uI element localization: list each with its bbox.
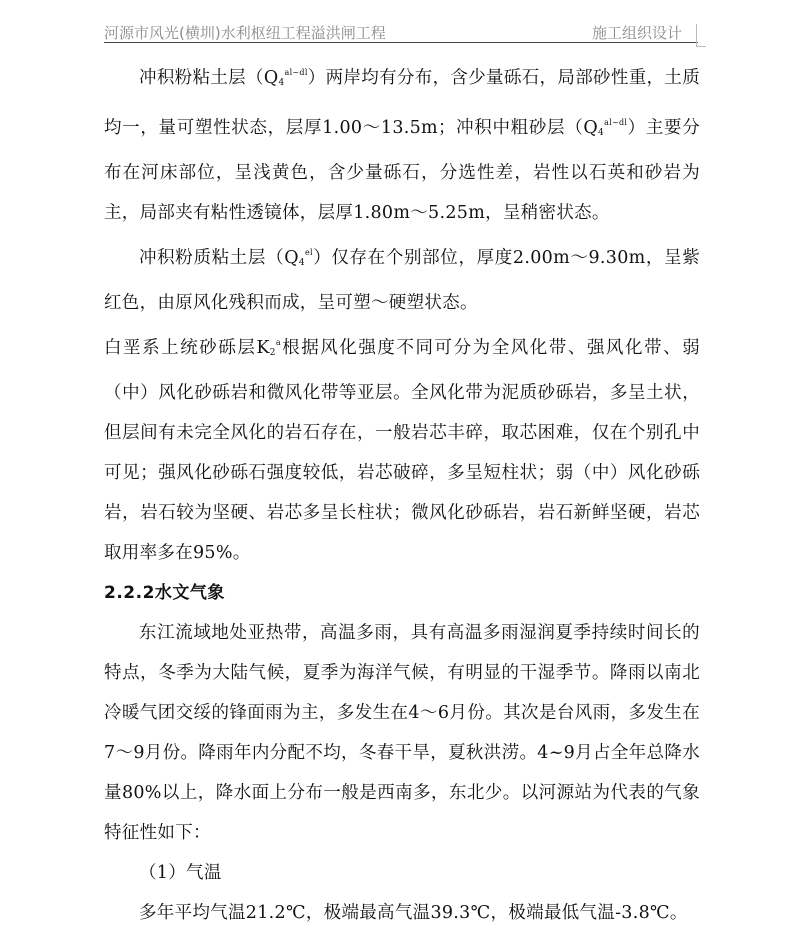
crop-mark xyxy=(696,46,706,47)
header-title: 河源市风光(横圳)水利枢纽工程溢洪闸工程 xyxy=(104,24,386,42)
list-item-temperature: （1）气温 xyxy=(139,863,222,883)
section-heading: 2.2.2水文气象 xyxy=(104,583,225,603)
crop-mark xyxy=(696,24,697,46)
paragraph-cretaceous-gravel: 白垩系上统砂砾层$K_2^a$根据风化强度不同可分为全风化带、强风化带、弱（中）风化砂砾岩和微风化带等亚层。全风化带为泥质砂砾岩，多呈土状，但层间有未完全风化的岩石存在，一般岩芯丰碎，取芯困难，仅在个别孔中可见；强风化砂砾石强度较低，岩芯破碎，多呈短柱状；弱（中）风化砂砾岩，岩石较为坚硬、岩芯多呈长柱状；微风化砂砾岩，岩石新鲜坚硬，岩芯取用率多在95%。 xyxy=(104,338,700,563)
document-body xyxy=(104,53,700,933)
page-header xyxy=(104,20,698,43)
paragraph-silty-clay: 冲积粉质粘土层$(Q_4^{el})$仅存在个别部位，厚度2.00m～9.30m，呈紫红色，由原风化残积而成，呈可塑～硬塑状态。 xyxy=(104,248,701,313)
paragraph-temperature: 多年平均气温21.2℃，极端最高气温39.3℃，极端最低气温-3.8℃。 xyxy=(139,903,688,923)
paragraph-alluvial-silt-clay: 冲积粉粘土层$(Q_4^{al\sim dl})$两岸均有分布，含少量砾石，局部砂性重，土质均一，量可塑性状态，层厚1.00～13.5m；冲积中粗砂层$(Q_4^{al\sim dl})$主要分布在河床部位，呈浅黄色，含少量砾石，分选性差，岩性以石英和砂岩为主，局部夹有粘性透镜体，层厚1.80m～5.25m，呈稍密状态。 xyxy=(104,68,701,223)
paragraph-hydrology: 东江流域地处亚热带，高温多雨，具有高温多雨湿润夏季持续时间长的特点，冬季为大陆气候，夏季为海洋气候，有明显的干湿季节。降雨以南北冷暖气团交绥的锋面雨为主，多发生在4～6月份。其次是台风雨，多发生在7～9月份。降雨年内分配不均，冬春干旱，夏秋洪涝。4~9月占全年总降水量80%以上，降水面上分布一般是西南多，东北少。以河源站为代表的气象特征性如下： xyxy=(104,623,700,843)
header-section: 施工组织设计 xyxy=(591,24,682,42)
